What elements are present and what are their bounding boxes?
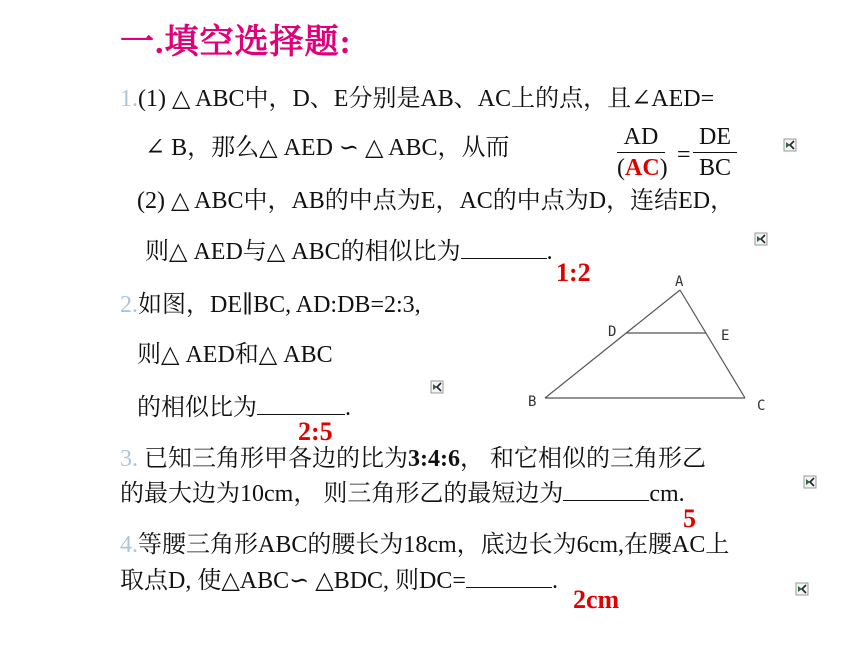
q3-line2-text: 的最大边为10cm， 则三角形乙的最短边为 <box>120 481 564 507</box>
q2-line1 <box>120 290 421 320</box>
sound-marker-icon[interactable] <box>783 138 797 152</box>
q1-answer: 1:2 <box>556 258 591 287</box>
q1-number: 1. <box>120 86 138 112</box>
q3-text-2: ， 和它相似的三角形乙 <box>459 446 706 472</box>
paren-close: ) <box>659 155 668 181</box>
q3-number: 3. <box>120 446 138 472</box>
q1-blank <box>461 236 547 259</box>
q1-answer-ac: AC <box>625 155 660 181</box>
q2-blank <box>257 392 345 415</box>
q1-text-1: (1) △ ABC中，D、E分别是AB、AC上的点，且∠AED= <box>138 86 715 112</box>
q4-text-1: 等腰三角形ABC的腰长为18cm，底边长为6cm,在腰AC上 <box>138 532 730 558</box>
side-ac <box>680 290 745 398</box>
sound-marker-icon[interactable] <box>754 232 768 246</box>
q1-frac2-denominator: BC <box>698 155 731 181</box>
q1-fraction-right <box>693 122 737 183</box>
q4-answer: 2cm <box>573 585 620 614</box>
q1-line3: (2) △ ABC中，AB的中点为E，AC的中点为D，连结ED， <box>137 188 735 214</box>
page-title: 一.填空选择题: <box>120 24 352 61</box>
q2-line2: 则△ AED和△ ABC <box>137 342 333 368</box>
q4-number: 4. <box>120 532 138 558</box>
sound-marker-icon[interactable] <box>795 582 809 596</box>
q2-line3-period: . <box>345 395 351 421</box>
q4-line2 <box>120 565 558 596</box>
q1-fraction-left <box>617 122 668 183</box>
label-c: C <box>757 398 766 414</box>
q1-line4 <box>145 236 553 267</box>
q2-answer: 2:5 <box>298 417 333 446</box>
label-e: E <box>721 328 730 344</box>
q4-line1 <box>120 530 729 560</box>
q1-line4-text: 则△ AED与△ ABC的相似比为 <box>145 239 461 265</box>
q3-line1 <box>120 444 706 474</box>
q3-text-1: 已知三角形甲各边的比为 <box>138 446 408 472</box>
q1-frac1-denominator <box>617 153 668 183</box>
q1-frac1-numerator: AD <box>617 122 665 153</box>
q4-line2-text: 取点D, 使△ABC∽ △BDC, 则DC= <box>120 568 466 594</box>
q3-blank <box>563 478 649 501</box>
q1-line2: ∠ B，那么△ AED ∽ △ ABC，从而 <box>145 135 510 161</box>
q2-number: 2. <box>120 292 138 318</box>
q1-equals: = <box>677 142 691 168</box>
q3-ratio: 3:4:6 <box>408 446 460 472</box>
q3-line2-unit: cm. <box>649 481 685 507</box>
label-b: B <box>528 394 537 410</box>
paren-open: ( <box>617 155 625 181</box>
q2-line3-text: 的相似比为 <box>137 395 257 421</box>
q4-blank <box>466 565 552 588</box>
side-ab <box>545 290 680 398</box>
q4-line2-period: . <box>551 568 558 594</box>
q3-answer: 5 <box>683 504 696 533</box>
triangle-figure <box>520 270 780 420</box>
q1-frac2-numerator: DE <box>693 122 737 153</box>
sound-marker-icon[interactable] <box>430 380 444 394</box>
q1-line1 <box>120 84 714 114</box>
q1-line4-period: . <box>546 239 553 265</box>
label-a: A <box>675 274 684 290</box>
label-d: D <box>608 324 617 340</box>
sound-marker-icon[interactable] <box>803 475 817 489</box>
q3-line2 <box>120 478 685 509</box>
q2-text-1: 如图，DE∥BC, AD:DB=2:3, <box>138 292 421 318</box>
